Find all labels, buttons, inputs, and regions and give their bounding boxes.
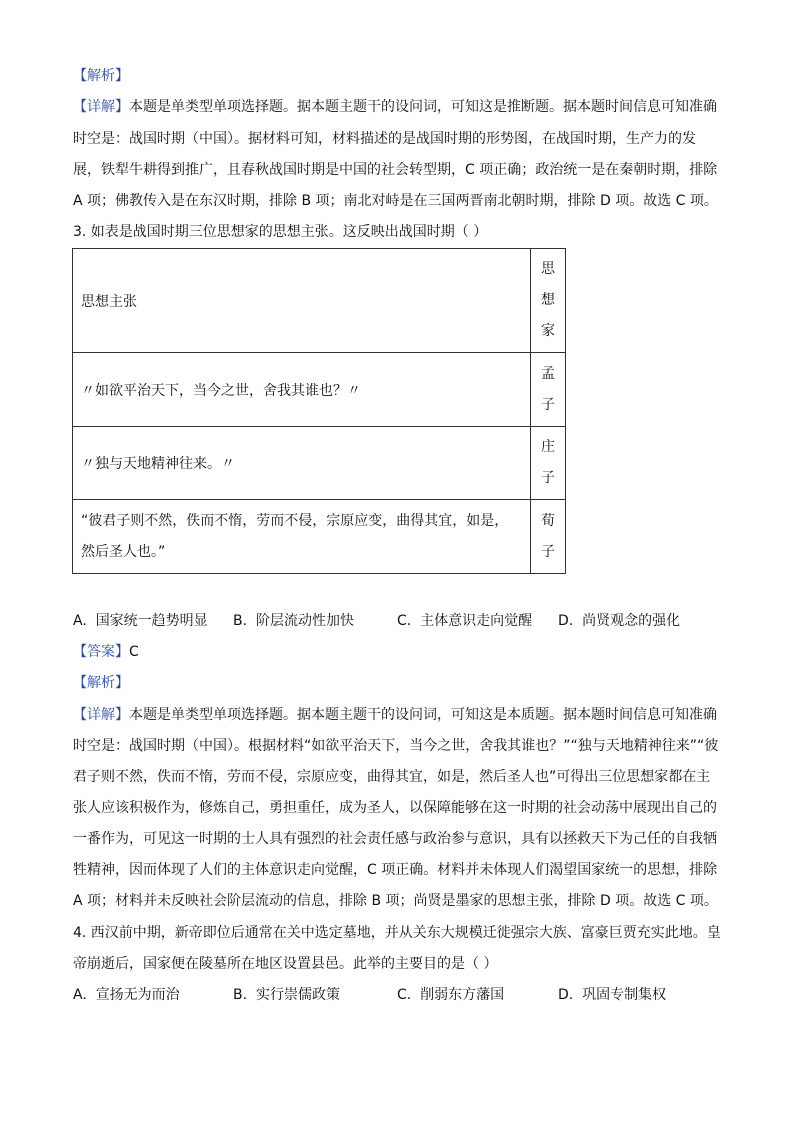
q4-option-c[interactable] <box>397 985 504 1005</box>
option-text: 巩固专制集权 <box>582 987 667 1003</box>
thinker-char: 子 <box>541 543 555 560</box>
option-letter: C. <box>397 987 412 1003</box>
header-thinker-char: 家 <box>541 323 555 339</box>
claim-line: 然后圣人也。” <box>81 543 166 560</box>
q3-analysis-label: 【解析】 <box>73 675 129 691</box>
q4-stem-line: 帝崩逝后，国家便在陵墓所在地区设置县邑。此举的主要目的是（ ） <box>73 956 498 972</box>
q3-analysis-line: 一番作为，可见这一时期的士人具有强烈的社会责任感与政治参与意识，具有以拯救天下为己任的自我牺 <box>73 831 717 847</box>
q3-option-b[interactable] <box>233 611 354 631</box>
thinker-char: 荀 <box>541 512 555 529</box>
header-thinker-char: 思 <box>541 261 555 277</box>
thinker-cell <box>531 427 566 500</box>
q2-analysis-line: 时空是：战国时期（中国）。据材料可知，材料描述的是战国时期的形势图，在战国时期，生产力的发 <box>73 131 696 147</box>
option-letter: C. <box>397 613 412 629</box>
table-row <box>73 353 566 427</box>
option-text: 削弱东方藩国 <box>420 987 505 1003</box>
thinker-char: 孟 <box>541 365 555 382</box>
q3-option-c[interactable] <box>397 611 532 631</box>
q4-option-d[interactable] <box>558 985 666 1005</box>
claim-cell <box>73 500 531 574</box>
option-letter: B. <box>233 613 248 629</box>
thinker-char: 子 <box>541 470 555 486</box>
option-letter: A. <box>73 613 87 629</box>
table-row <box>73 500 566 574</box>
thinkers-table <box>72 248 566 574</box>
option-letter: A. <box>73 987 87 1003</box>
claim-line: “彼君子则不然，佚而不惰，劳而不侵，宗原应变，曲得其宜，如是， <box>81 512 509 529</box>
thinker-char: 庄 <box>541 439 555 455</box>
header-thinker-char: 想 <box>541 292 555 308</box>
answer-label: 【答案】 <box>73 644 129 660</box>
q2-detail-label: 【详解】 <box>73 99 129 115</box>
option-letter: D. <box>558 987 574 1003</box>
q2-analysis-label: 【解析】 <box>73 68 129 84</box>
q3-analysis-line: 君子则不然，佚而不惰，劳而不侵，宗原应变，曲得其宜，如是，然后圣人也”可得出三位思想家都在主 <box>73 769 711 785</box>
table-row <box>73 427 566 500</box>
q4-stem-line: 4. 西汉前中期，新帝即位后通常在关中选定墓地，并从关东大规模迁徙强宗大族、富豪巨贾充实此地。皇 <box>73 925 721 941</box>
q2-analysis-text: 本题是单类型单项选择题。据本题主题干的设问词，可知这是推断题。据本题时间信息可知准确 <box>129 99 717 115</box>
q2-analysis-line: A 项；佛教传入是在东汉时期，排除 B 项；南北对峙是在三国两晋南北朝时期，排除 D 项。故选 C 项。 <box>73 193 718 209</box>
option-text: 实行崇儒政策 <box>255 987 340 1003</box>
answer-value: C <box>129 644 139 660</box>
option-text: 阶层流动性加快 <box>255 613 354 629</box>
q3-analysis-line: 牲精神，因而体现了人们的主体意识走向觉醒，C 项正确。材料并未体现人们渴望国家统一的思想，排除 <box>73 862 718 878</box>
q3-option-a[interactable] <box>73 611 208 631</box>
q3-analysis-line: 时空是：战国时期（中国）。根据材料“如欲平治天下，当今之世，舍我其谁也？”“独与天地精神往来”“彼 <box>73 738 719 754</box>
thinker-cell <box>531 500 566 574</box>
q3-option-d[interactable] <box>558 611 680 631</box>
q2-analysis-line: 展，铁犁牛耕得到推广，且春秋战国时期是中国的社会转型期，C 项正确；政治统一是在秦朝时期，排除 <box>73 162 718 178</box>
q3-detail-label: 【详解】 <box>73 707 129 723</box>
claim-cell: 〃独与天地精神往来。〃 <box>73 427 531 500</box>
option-letter: B. <box>233 987 248 1003</box>
q4-option-a[interactable] <box>73 985 180 1005</box>
q3-analysis-line: A 项；材料并未反映社会阶层流动的信息，排除 B 项；尚贤是墨家的思想主张，排除 D 项。故选 C 项。 <box>73 893 718 909</box>
thinker-cell <box>531 353 566 427</box>
option-letter: D. <box>558 613 574 629</box>
claim-cell: 〃如欲平治天下，当今之世，舍我其谁也？〃 <box>73 353 531 427</box>
q2-analysis-line <box>73 97 717 117</box>
q4-option-b[interactable] <box>233 985 340 1005</box>
q3-answer <box>73 642 139 662</box>
option-text: 尚贤观念的强化 <box>582 613 681 629</box>
header-claim: 思想主张 <box>73 249 531 353</box>
q3-analysis-line: 张人应该积极作为，修炼自己，勇担重任，成为圣人，以保障能够在这一时期的社会动荡中展现出自己的 <box>73 800 717 816</box>
option-text: 国家统一趋势明显 <box>95 613 208 629</box>
q3-stem: 3. 如表是战国时期三位思想家的思想主张。这反映出战国时期（ ） <box>73 224 488 240</box>
table-header-row <box>73 249 566 353</box>
option-text: 宣扬无为而治 <box>95 987 180 1003</box>
header-thinker <box>531 249 566 353</box>
thinker-char: 子 <box>541 396 555 413</box>
q3-analysis-line <box>73 705 717 725</box>
q3-analysis-text: 本题是单类型单项选择题。据本题主题干的设问词，可知这是本质题。据本题时间信息可知准确 <box>129 707 717 723</box>
option-text: 主体意识走向觉醒 <box>420 613 533 629</box>
